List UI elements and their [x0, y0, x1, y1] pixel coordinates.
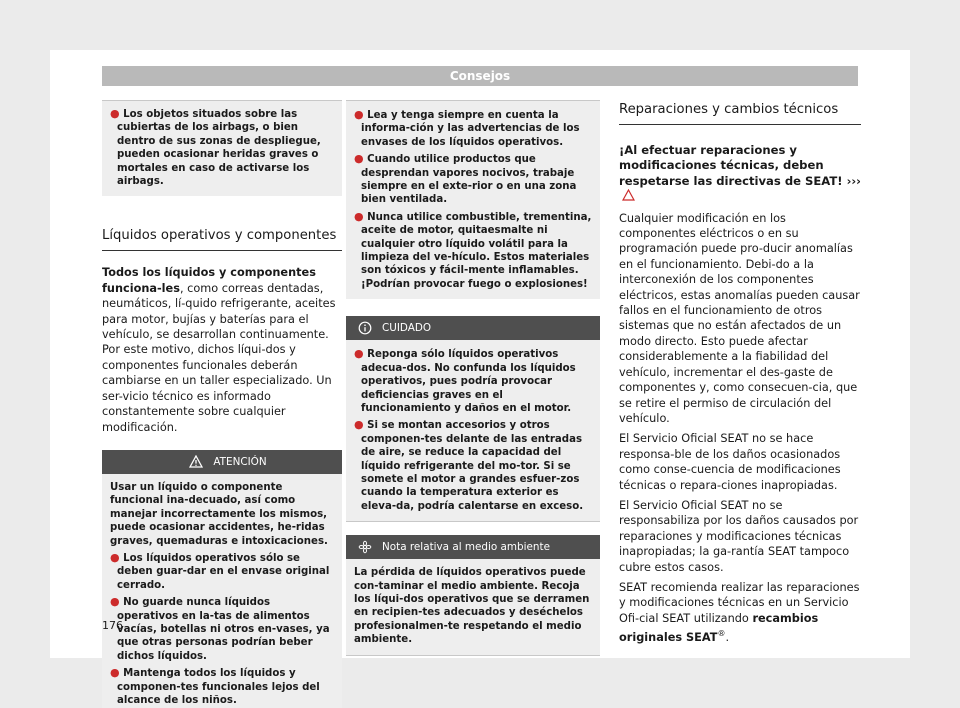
bullet-item: ● Lea y tenga siempre en cuenta la informa-ción y las advertencias de los envases de los líquidos operativos. — [354, 108, 580, 148]
bullet-item: ● Los objetos situados sobre las cubiertas de los airbags, o bien dentro de sus zonas de despliegue, pueden ocasionar heridas graves o mortales en caso de activarse los airbags. — [110, 107, 321, 188]
lead-paragraph: ¡Al efectuar reparaciones y modificaciones técnicas, deben respetarse las directivas de SEAT! ››› — [619, 143, 861, 206]
bullet-item: ● Los líquidos operativos sólo se deben guar-dar en el envase original cerrado. — [110, 550, 330, 591]
medio-ambiente-text: La pérdida de líquidos operativos puede con-taminar el medio ambiente. Recoja los líqui-dos operativos que se derramen en recipien-tes adecuados y deséchelos profesionalmen-te respetando el medio ambiente. — [354, 567, 590, 646]
bullet-dot: ● — [354, 108, 364, 121]
cuidado-label: CUIDADO — [382, 322, 432, 335]
bullet-dot: ● — [354, 418, 364, 432]
bullet-dot: ● — [354, 152, 364, 166]
info-circle-icon — [356, 321, 374, 335]
bullet-dot: ● — [110, 107, 120, 120]
medio-ambiente-label: Nota relativa al medio ambiente — [382, 541, 550, 554]
warning-continuation-box — [102, 100, 342, 196]
cuidado-header — [346, 316, 600, 340]
bullet-dot: ● — [354, 347, 364, 361]
bullet-item: ● Reponga sólo líquidos operativos adecua-dos. No confunda los líquidos operativos, pues podría provocar deficiencias graves en el funcionamiento y daños en el motor. — [354, 347, 576, 414]
body-paragraph: SEAT recomienda realizar las reparaciones y modificaciones técnicas en un Servicio Ofi-cial SEAT utilizando recambios originales SEAT®. — [619, 580, 860, 644]
bullet-dot: ● — [354, 209, 364, 223]
bullet-dot: ● — [110, 595, 120, 609]
body-paragraph: Todos los líquidos y componentes funciona-les, como correas dentadas, neumáticos, lí-quido refrigerante, aceites para motor, bujías y baterías para el vehículo, se desarrollan continuamente. Por este motivo, dichos líqui-dos y componentes funcionales deberán cambiarse en un taller especializado. Un ser-vicio técnico es informado constantemente sobre cualquier modificación. — [102, 266, 336, 434]
cuidado-body — [346, 340, 600, 521]
atencion-intro: Usar un líquido o componente funcional ina-decuado, así como manejar incorrectamente los mismos, puede ocasionar accidentes, he-ridas graves, quemaduras e intoxicaciones. — [110, 481, 328, 547]
bullet-item: ● Mantenga todos los líquidos y componen-tes funcionales lejos del alcance de los niños. — [110, 666, 320, 706]
column-middle — [346, 100, 600, 656]
medio-ambiente-header — [346, 535, 600, 559]
chapter-header: Consejos — [102, 66, 858, 86]
medio-ambiente-body — [346, 559, 600, 654]
bullet-dot: ● — [110, 666, 120, 680]
section-title-liquidos: Líquidos operativos y componentes — [102, 228, 342, 251]
environment-flower-icon — [356, 540, 374, 554]
atencion-callout — [102, 450, 342, 708]
warning-triangle-icon — [187, 455, 205, 468]
body-paragraph: El Servicio Oficial SEAT no se hace responsa-ble de los daños ocasionados como conse-cuencia de modificaciones técnicas o repara-ciones inapropiadas. — [619, 432, 841, 492]
manual-page — [50, 50, 910, 706]
section-title-reparaciones: Reparaciones y cambios técnicos — [619, 100, 861, 125]
bullet-dot: ● — [110, 550, 120, 564]
atencion-body — [102, 474, 342, 708]
see-more-arrow[interactable]: ››› — [846, 173, 861, 188]
bullet-item: ● Nunca utilice combustible, trementina, aceite de motor, quitaesmalte ni cualquier otro líquido volátil para la limpieza del ve-hículo. Estos materiales son tóxicos y fácil-mente inflamables. ¡Podrían provocar fuego o explosiones! — [354, 209, 592, 290]
bullet-item: ● Si se montan accesorios y otros componen-tes delante de las entradas de aire, se reduce la capacidad del líquido refrigerante del mo-tor. Si se somete el motor a grandes esfuer-zos cuando la temperatura exterior es eleva-da, podría calentarse en exceso. — [354, 418, 584, 512]
warning-triangle-icon — [622, 189, 635, 205]
body-paragraph: Cualquier modificación en los componentes eléctricos o en su programación puede pro-ducir anomalías en el funcionamiento. Debi-do a la interconexión de los componentes eléctricos, estas anomalías pueden causar fallos en el funcionamiento de otros sistemas que no están afectados de un modo directo. Esto puede afectar considerablemente a la fiabilidad del vehículo, incrementar el des-gaste de componentes y, como consecuen-cia, que se retire el permiso de circulación del vehículo. — [619, 211, 860, 425]
cuidado-callout — [346, 316, 600, 522]
bullet-item: ● Cuando utilice productos que desprendan vapores nocivos, trabaje siempre en el exte-rior o en una zona bien ventilada. — [354, 152, 577, 206]
column-left — [102, 100, 342, 708]
bullet-item: ● No guarde nunca líquidos operativos en la-tas de alimentos vacías, botellas ni otros en-vases, ya que otras personas podrían beber dichos líquidos. — [110, 595, 330, 662]
page-number: 176 — [102, 619, 123, 632]
body-paragraph: El Servicio Oficial SEAT no se responsabiliza por los daños causados por reparaciones y modificaciones técnicas inapropiadas; la ga-rantía SEAT tampoco cubre estos casos. — [619, 498, 859, 574]
column-right — [619, 100, 861, 650]
atencion-label: ATENCIÓN — [213, 455, 267, 468]
medio-ambiente-callout — [346, 535, 600, 655]
atencion-header — [102, 450, 342, 474]
warning-continuation-box — [346, 100, 600, 299]
